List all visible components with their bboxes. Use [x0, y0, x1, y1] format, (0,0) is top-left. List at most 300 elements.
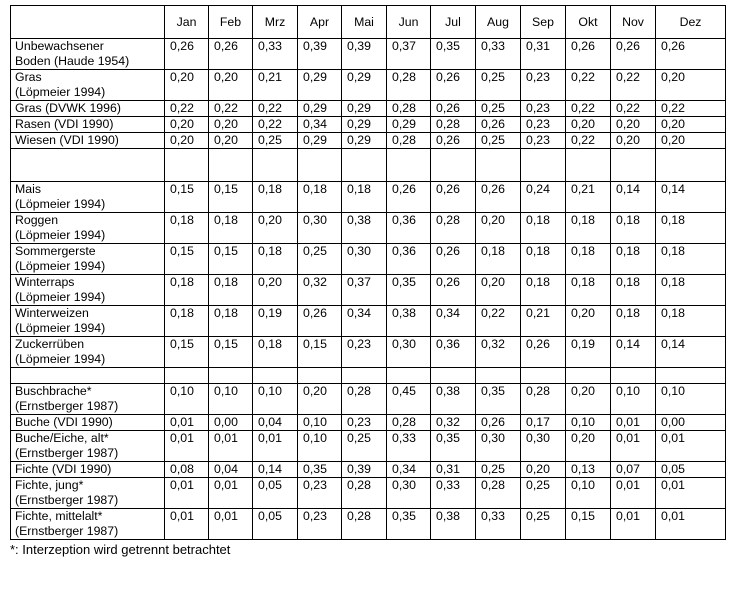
value-cell: 0,17	[521, 415, 566, 431]
row-label-line: (Löpmeier 1994)	[15, 321, 106, 335]
value-cell: 0,18	[209, 213, 253, 244]
row-label-line: (Ernstberger 1987)	[15, 493, 119, 507]
value-cell: 0,18	[521, 244, 566, 275]
value-cell: 0,23	[298, 478, 342, 509]
value-cell: 0,19	[566, 337, 611, 368]
empty-cell	[656, 149, 726, 182]
value-cell: 0,30	[298, 213, 342, 244]
footnote: *: Interzeption wird getrennt betrachtet	[10, 542, 231, 557]
value-cell: 0,15	[165, 182, 209, 213]
value-cell: 0,30	[521, 431, 566, 462]
row-label-cell	[11, 306, 165, 337]
group-separator-row	[11, 149, 726, 182]
row-label-cell	[11, 133, 165, 149]
value-cell: 0,29	[298, 101, 342, 117]
value-cell: 0,39	[342, 39, 387, 70]
value-cell: 0,10	[253, 384, 298, 415]
value-cell: 0,04	[253, 415, 298, 431]
value-cell: 0,29	[342, 101, 387, 117]
row-label-line: Mais	[15, 182, 41, 196]
value-cell: 0,32	[298, 275, 342, 306]
empty-cell	[387, 149, 431, 182]
value-cell: 0,22	[476, 306, 521, 337]
value-cell: 0,25	[476, 101, 521, 117]
table-row	[11, 182, 726, 213]
row-label-line: Buche/Eiche, alt*	[15, 431, 109, 445]
value-cell: 0,01	[656, 478, 726, 509]
value-cell: 0,18	[611, 244, 656, 275]
value-cell: 0,14	[611, 182, 656, 213]
value-cell: 0,26	[298, 306, 342, 337]
value-cell: 0,26	[431, 182, 476, 213]
row-label-line: (Löpmeier 1994)	[15, 352, 106, 366]
column-header: Jan	[165, 6, 209, 39]
table-row	[11, 101, 726, 117]
value-cell: 0,25	[476, 462, 521, 478]
column-header: Nov	[611, 6, 656, 39]
value-cell: 0,18	[165, 275, 209, 306]
value-cell: 0,18	[656, 244, 726, 275]
value-cell: 0,28	[342, 478, 387, 509]
row-label-line: (Ernstberger 1987)	[15, 399, 119, 413]
value-cell: 0,25	[476, 133, 521, 149]
row-label-line: Wiesen (VDI 1990)	[15, 133, 119, 147]
row-label-line: Winterraps	[15, 275, 75, 289]
empty-cell	[476, 149, 521, 182]
value-cell: 0,29	[298, 70, 342, 101]
value-cell: 0,20	[165, 70, 209, 101]
empty-cell	[342, 149, 387, 182]
value-cell: 0,01	[209, 509, 253, 540]
value-cell: 0,28	[342, 384, 387, 415]
value-cell: 0,23	[298, 509, 342, 540]
value-cell: 0,20	[521, 462, 566, 478]
row-label-line: Fichte, mittelalt*	[15, 509, 103, 523]
value-cell: 0,35	[387, 509, 431, 540]
row-label-line: (Löpmeier 1994)	[15, 85, 106, 99]
column-header: Dez	[656, 6, 726, 39]
value-cell: 0,20	[209, 133, 253, 149]
value-cell: 0,22	[656, 101, 726, 117]
value-cell: 0,26	[521, 337, 566, 368]
row-label-line: Gras	[15, 70, 42, 84]
coefficient-table	[10, 5, 726, 540]
value-cell: 0,23	[521, 117, 566, 133]
empty-cell	[611, 368, 656, 384]
value-cell: 0,01	[165, 415, 209, 431]
empty-cell	[11, 149, 165, 182]
table-row	[11, 509, 726, 540]
value-cell: 0,20	[476, 275, 521, 306]
empty-cell	[566, 149, 611, 182]
row-label-line: Sommergerste	[15, 244, 96, 258]
empty-cell	[476, 368, 521, 384]
empty-cell	[209, 368, 253, 384]
row-label-cell	[11, 70, 165, 101]
row-label-line: (Ernstberger 1987)	[15, 524, 119, 538]
row-label-line: Fichte, jung*	[15, 478, 84, 492]
value-cell: 0,28	[387, 133, 431, 149]
row-label-line: Buschbrache*	[15, 384, 92, 398]
value-cell: 0,33	[431, 478, 476, 509]
value-cell: 0,10	[298, 431, 342, 462]
value-cell: 0,15	[209, 182, 253, 213]
row-label-cell	[11, 244, 165, 275]
value-cell: 0,18	[476, 244, 521, 275]
value-cell: 0,18	[209, 275, 253, 306]
value-cell: 0,21	[566, 182, 611, 213]
row-label-line: Rasen (VDI 1990)	[15, 117, 114, 131]
value-cell: 0,01	[209, 431, 253, 462]
row-label-cell	[11, 182, 165, 213]
value-cell: 0,22	[253, 101, 298, 117]
column-header: Okt	[566, 6, 611, 39]
value-cell: 0,30	[342, 244, 387, 275]
value-cell: 0,26	[387, 182, 431, 213]
value-cell: 0,21	[521, 306, 566, 337]
row-label-line: Boden (Haude 1954)	[15, 54, 130, 68]
row-label-cell	[11, 39, 165, 70]
value-cell: 0,26	[476, 415, 521, 431]
value-cell: 0,18	[656, 306, 726, 337]
value-cell: 0,34	[342, 306, 387, 337]
value-cell: 0,18	[656, 213, 726, 244]
group-separator-row	[11, 368, 726, 384]
value-cell: 0,20	[566, 431, 611, 462]
value-cell: 0,36	[431, 337, 476, 368]
value-cell: 0,26	[431, 101, 476, 117]
table-row	[11, 133, 726, 149]
value-cell: 0,20	[298, 384, 342, 415]
value-cell: 0,15	[209, 337, 253, 368]
value-cell: 0,36	[387, 244, 431, 275]
value-cell: 0,34	[387, 462, 431, 478]
row-label-cell	[11, 478, 165, 509]
value-cell: 0,25	[253, 133, 298, 149]
table-row	[11, 431, 726, 462]
value-cell: 0,34	[431, 306, 476, 337]
value-cell: 0,18	[342, 182, 387, 213]
value-cell: 0,22	[611, 70, 656, 101]
value-cell: 0,22	[253, 117, 298, 133]
value-cell: 0,39	[342, 462, 387, 478]
value-cell: 0,13	[566, 462, 611, 478]
value-cell: 0,26	[431, 70, 476, 101]
value-cell: 0,26	[431, 275, 476, 306]
empty-cell	[253, 368, 298, 384]
empty-cell	[165, 149, 209, 182]
value-cell: 0,22	[165, 101, 209, 117]
value-cell: 0,20	[253, 275, 298, 306]
value-cell: 0,22	[209, 101, 253, 117]
value-cell: 0,18	[253, 244, 298, 275]
value-cell: 0,26	[656, 39, 726, 70]
column-header: Mai	[342, 6, 387, 39]
value-cell: 0,20	[165, 117, 209, 133]
value-cell: 0,28	[387, 415, 431, 431]
value-cell: 0,14	[656, 337, 726, 368]
value-cell: 0,26	[566, 39, 611, 70]
value-cell: 0,10	[611, 384, 656, 415]
empty-cell	[521, 149, 566, 182]
table-row	[11, 244, 726, 275]
value-cell: 0,10	[209, 384, 253, 415]
value-cell: 0,01	[165, 431, 209, 462]
row-label-line: (Löpmeier 1994)	[15, 259, 106, 273]
header-corner-cell	[11, 6, 165, 39]
value-cell: 0,31	[521, 39, 566, 70]
value-cell: 0,28	[431, 117, 476, 133]
value-cell: 0,18	[611, 306, 656, 337]
value-cell: 0,33	[387, 431, 431, 462]
row-label-line: (Löpmeier 1994)	[15, 228, 106, 242]
value-cell: 0,37	[387, 39, 431, 70]
value-cell: 0,26	[431, 133, 476, 149]
table-row	[11, 39, 726, 70]
value-cell: 0,05	[253, 478, 298, 509]
value-cell: 0,18	[521, 275, 566, 306]
value-cell: 0,38	[342, 213, 387, 244]
column-header: Aug	[476, 6, 521, 39]
value-cell: 0,01	[253, 431, 298, 462]
value-cell: 0,26	[165, 39, 209, 70]
value-cell: 0,10	[298, 415, 342, 431]
value-cell: 0,01	[611, 478, 656, 509]
value-cell: 0,23	[342, 337, 387, 368]
value-cell: 0,18	[566, 244, 611, 275]
value-cell: 0,35	[387, 275, 431, 306]
value-cell: 0,33	[253, 39, 298, 70]
value-cell: 0,28	[342, 509, 387, 540]
value-cell: 0,01	[165, 509, 209, 540]
row-label-cell	[11, 337, 165, 368]
value-cell: 0,18	[566, 275, 611, 306]
value-cell: 0,35	[431, 39, 476, 70]
column-header: Feb	[209, 6, 253, 39]
value-cell: 0,39	[298, 39, 342, 70]
value-cell: 0,14	[611, 337, 656, 368]
value-cell: 0,00	[209, 415, 253, 431]
value-cell: 0,18	[656, 275, 726, 306]
table-row	[11, 117, 726, 133]
row-label-line: Fichte (VDI 1990)	[15, 462, 112, 476]
table-row	[11, 337, 726, 368]
row-label-line: (Ernstberger 1987)	[15, 446, 119, 460]
value-cell: 0,01	[656, 431, 726, 462]
document	[10, 5, 725, 558]
value-cell: 0,07	[611, 462, 656, 478]
empty-cell	[165, 368, 209, 384]
value-cell: 0,29	[342, 117, 387, 133]
value-cell: 0,25	[476, 70, 521, 101]
value-cell: 0,20	[253, 213, 298, 244]
row-label-line: (Löpmeier 1994)	[15, 197, 106, 211]
value-cell: 0,20	[209, 117, 253, 133]
value-cell: 0,25	[521, 509, 566, 540]
row-label-cell	[11, 275, 165, 306]
value-cell: 0,22	[566, 133, 611, 149]
value-cell: 0,20	[566, 306, 611, 337]
value-cell: 0,15	[165, 244, 209, 275]
value-cell: 0,36	[387, 213, 431, 244]
empty-cell	[11, 368, 165, 384]
value-cell: 0,01	[611, 431, 656, 462]
value-cell: 0,35	[476, 384, 521, 415]
value-cell: 0,29	[298, 133, 342, 149]
column-header: Jul	[431, 6, 476, 39]
value-cell: 0,01	[611, 509, 656, 540]
column-header: Mrz	[253, 6, 298, 39]
value-cell: 0,23	[521, 70, 566, 101]
value-cell: 0,14	[253, 462, 298, 478]
value-cell: 0,20	[165, 133, 209, 149]
value-cell: 0,25	[521, 478, 566, 509]
value-cell: 0,21	[253, 70, 298, 101]
empty-cell	[431, 368, 476, 384]
value-cell: 0,38	[431, 384, 476, 415]
table-row	[11, 384, 726, 415]
row-label-cell	[11, 117, 165, 133]
empty-cell	[298, 368, 342, 384]
value-cell: 0,35	[431, 431, 476, 462]
row-label-cell	[11, 509, 165, 540]
value-cell: 0,23	[342, 415, 387, 431]
empty-cell	[298, 149, 342, 182]
value-cell: 0,15	[209, 244, 253, 275]
value-cell: 0,29	[342, 70, 387, 101]
value-cell: 0,26	[476, 117, 521, 133]
value-cell: 0,20	[656, 133, 726, 149]
value-cell: 0,20	[656, 117, 726, 133]
value-cell: 0,18	[165, 306, 209, 337]
value-cell: 0,10	[566, 415, 611, 431]
header-row	[11, 6, 726, 39]
value-cell: 0,29	[387, 117, 431, 133]
value-cell: 0,26	[209, 39, 253, 70]
value-cell: 0,18	[566, 213, 611, 244]
value-cell: 0,37	[342, 275, 387, 306]
value-cell: 0,18	[611, 213, 656, 244]
value-cell: 0,28	[387, 101, 431, 117]
row-label-line: Winterweizen	[15, 306, 89, 320]
table-row	[11, 306, 726, 337]
column-header: Sep	[521, 6, 566, 39]
table-row	[11, 462, 726, 478]
value-cell: 0,30	[476, 431, 521, 462]
value-cell: 0,28	[521, 384, 566, 415]
row-label-cell	[11, 101, 165, 117]
value-cell: 0,15	[566, 509, 611, 540]
value-cell: 0,08	[165, 462, 209, 478]
value-cell: 0,22	[566, 101, 611, 117]
value-cell: 0,18	[521, 213, 566, 244]
value-cell: 0,38	[431, 509, 476, 540]
value-cell: 0,22	[566, 70, 611, 101]
empty-cell	[431, 149, 476, 182]
column-header: Jun	[387, 6, 431, 39]
value-cell: 0,23	[521, 101, 566, 117]
row-label-line: Gras (DVWK 1996)	[15, 101, 121, 115]
column-header: Apr	[298, 6, 342, 39]
row-label-line: Zuckerrüben	[15, 337, 85, 351]
value-cell: 0,20	[209, 70, 253, 101]
value-cell: 0,15	[298, 337, 342, 368]
value-cell: 0,24	[521, 182, 566, 213]
value-cell: 0,25	[298, 244, 342, 275]
value-cell: 0,28	[387, 70, 431, 101]
value-cell: 0,31	[431, 462, 476, 478]
value-cell: 0,18	[611, 275, 656, 306]
empty-cell	[566, 368, 611, 384]
value-cell: 0,10	[656, 384, 726, 415]
value-cell: 0,35	[298, 462, 342, 478]
value-cell: 0,01	[209, 478, 253, 509]
table-row	[11, 478, 726, 509]
value-cell: 0,20	[566, 117, 611, 133]
value-cell: 0,19	[253, 306, 298, 337]
empty-cell	[342, 368, 387, 384]
row-label-line: Buche (VDI 1990)	[15, 415, 113, 429]
value-cell: 0,28	[431, 213, 476, 244]
value-cell: 0,18	[253, 182, 298, 213]
empty-cell	[387, 368, 431, 384]
value-cell: 0,20	[611, 117, 656, 133]
value-cell: 0,28	[476, 478, 521, 509]
value-cell: 0,20	[566, 384, 611, 415]
value-cell: 0,33	[476, 39, 521, 70]
value-cell: 0,34	[298, 117, 342, 133]
table-body	[11, 39, 726, 540]
value-cell: 0,25	[342, 431, 387, 462]
empty-cell	[209, 149, 253, 182]
value-cell: 0,23	[521, 133, 566, 149]
value-cell: 0,10	[566, 478, 611, 509]
value-cell: 0,05	[253, 509, 298, 540]
value-cell: 0,01	[656, 509, 726, 540]
row-label-line: Unbewachsener	[15, 39, 104, 53]
value-cell: 0,32	[476, 337, 521, 368]
table-row	[11, 70, 726, 101]
value-cell: 0,38	[387, 306, 431, 337]
table-row	[11, 213, 726, 244]
row-label-cell	[11, 462, 165, 478]
value-cell: 0,14	[656, 182, 726, 213]
value-cell: 0,01	[165, 478, 209, 509]
value-cell: 0,45	[387, 384, 431, 415]
value-cell: 0,26	[611, 39, 656, 70]
value-cell: 0,20	[656, 70, 726, 101]
row-label-cell	[11, 384, 165, 415]
empty-cell	[521, 368, 566, 384]
row-label-cell	[11, 213, 165, 244]
value-cell: 0,33	[476, 509, 521, 540]
row-label-line: (Löpmeier 1994)	[15, 290, 106, 304]
value-cell: 0,18	[253, 337, 298, 368]
value-cell: 0,32	[431, 415, 476, 431]
table-row	[11, 415, 726, 431]
row-label-cell	[11, 431, 165, 462]
empty-cell	[253, 149, 298, 182]
value-cell: 0,05	[656, 462, 726, 478]
row-label-line: Roggen	[15, 213, 59, 227]
value-cell: 0,18	[165, 213, 209, 244]
value-cell: 0,22	[611, 101, 656, 117]
value-cell: 0,18	[298, 182, 342, 213]
value-cell: 0,00	[656, 415, 726, 431]
empty-cell	[656, 368, 726, 384]
value-cell: 0,29	[342, 133, 387, 149]
value-cell: 0,20	[476, 213, 521, 244]
